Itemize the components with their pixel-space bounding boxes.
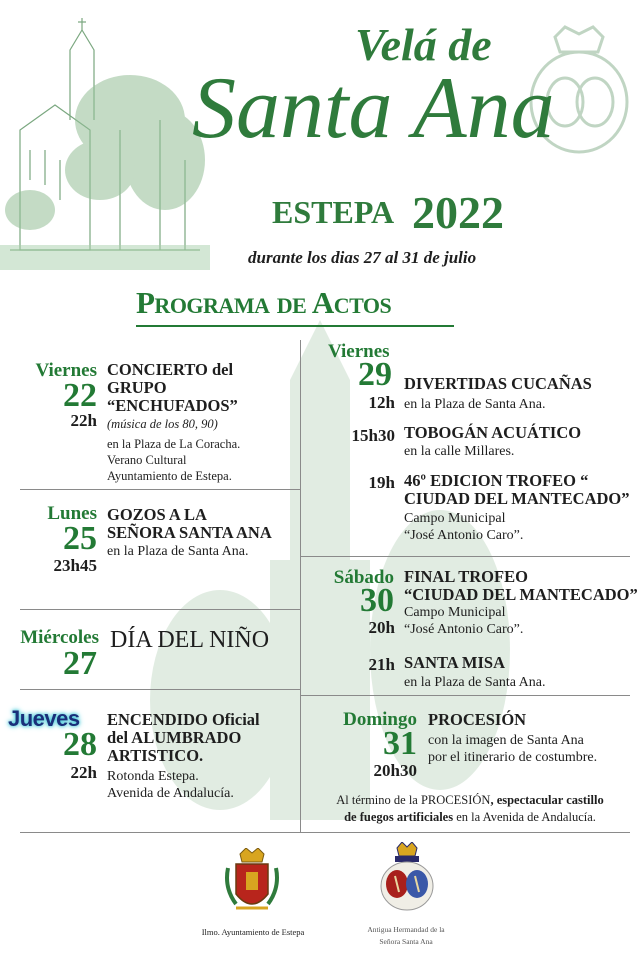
event-place: Rotonda Estepa. Avenida de Andalucía. bbox=[107, 769, 234, 801]
event-hour: 15h30 bbox=[351, 426, 395, 445]
dates-label: durante los dias 27 al 31 de julio bbox=[248, 248, 477, 267]
event-place: con la imagen de Santa Ana por el itinerario de costumbre. bbox=[428, 733, 598, 765]
day-name: Viernes bbox=[35, 360, 97, 381]
event-place: en la Plaza de Santa Ana. bbox=[404, 675, 546, 690]
event-title: FINAL TROFEO “CIUDAD DEL MANTECADO” bbox=[404, 567, 638, 604]
day-name: Domingo bbox=[343, 709, 417, 730]
town-label: ESTEPA bbox=[272, 194, 395, 230]
event-hour: 19h bbox=[368, 473, 395, 492]
divider bbox=[20, 609, 300, 610]
event-hour: 21h bbox=[368, 655, 395, 674]
coat-of-arms-icon bbox=[222, 848, 282, 920]
divider bbox=[20, 689, 300, 690]
event-note: (música de los 80, 90) bbox=[107, 417, 218, 431]
program-title-underline bbox=[136, 325, 454, 327]
day-number: 30 bbox=[360, 582, 394, 619]
brotherhood-caption: Antigua Hermandad de la Señora Santa Ana bbox=[367, 925, 445, 946]
divider bbox=[20, 489, 300, 490]
day-number: 27 bbox=[63, 645, 97, 682]
title-santa-ana: Santa Ana bbox=[192, 60, 555, 157]
year-label: 2022 bbox=[412, 187, 504, 238]
event-title: DÍA DEL NIÑO bbox=[110, 627, 270, 653]
event-title: CONCIERTO del GRUPO “ENCHUFADOS” bbox=[107, 360, 238, 415]
event-hour: 20h30 bbox=[373, 761, 417, 780]
event-place: en la Plaza de Santa Ana. bbox=[404, 397, 546, 412]
event-title: PROCESIÓN bbox=[428, 710, 527, 729]
brotherhood-emblem-icon bbox=[377, 842, 437, 916]
day-number: 28 bbox=[63, 726, 97, 763]
divider bbox=[300, 695, 630, 696]
day-number: 29 bbox=[358, 356, 392, 393]
divider bbox=[300, 556, 630, 557]
day-name: Jueves bbox=[8, 706, 80, 731]
event-title: DIVERTIDAS CUCAÑAS bbox=[404, 374, 592, 393]
town-hall-caption: Ilmo. Ayuntamiento de Estepa bbox=[201, 927, 305, 937]
event-hour: 22h bbox=[70, 763, 97, 782]
event-title: GOZOS A LA SEÑORA SANTA ANA bbox=[107, 505, 272, 542]
event-hour: 22h bbox=[70, 411, 97, 430]
day-name: Viernes bbox=[328, 341, 390, 362]
day-name: Sábado bbox=[333, 567, 394, 588]
event-place: en la Plaza de Santa Ana. bbox=[107, 544, 249, 559]
event-hour: 20h bbox=[368, 618, 395, 637]
event-title: TOBOGÁN ACUÁTICO bbox=[404, 423, 582, 442]
event-title: 46º EDICION TROFEO “ CIUDAD DEL MANTECADO” bbox=[404, 471, 630, 508]
event-title: ENCENDIDO Oficial del ALUMBRADO ARTISTICO. bbox=[107, 710, 260, 765]
day-number: 25 bbox=[63, 520, 97, 557]
event-place: Campo Municipal “José Antonio Caro”. bbox=[404, 511, 524, 543]
event-hour: 23h45 bbox=[53, 556, 97, 575]
day-number: 31 bbox=[383, 725, 417, 762]
event-hour: 12h bbox=[368, 393, 395, 412]
event-place: en la calle Millares. bbox=[404, 444, 515, 459]
column-divider bbox=[300, 340, 301, 832]
closing-note: Al término de la PROCESIÓN, espectacular castillo de fuegos artificiales en la Avenida de Andalucía. bbox=[336, 793, 604, 824]
day-name: Miércoles bbox=[20, 627, 99, 648]
event-title: SANTA MISA bbox=[404, 653, 506, 672]
church-illustration bbox=[0, 10, 210, 270]
title-vela: Velá de bbox=[355, 19, 492, 70]
day-name: Lunes bbox=[47, 503, 97, 524]
day-number: 22 bbox=[63, 377, 97, 414]
event-place: Campo Municipal “José Antonio Caro”. bbox=[404, 605, 524, 637]
event-place: en la Plaza de La Coracha. Verano Cultural Ayuntamiento de Estepa. bbox=[107, 437, 241, 483]
divider bbox=[20, 832, 630, 833]
program-title: Programa de Actos bbox=[136, 285, 392, 320]
